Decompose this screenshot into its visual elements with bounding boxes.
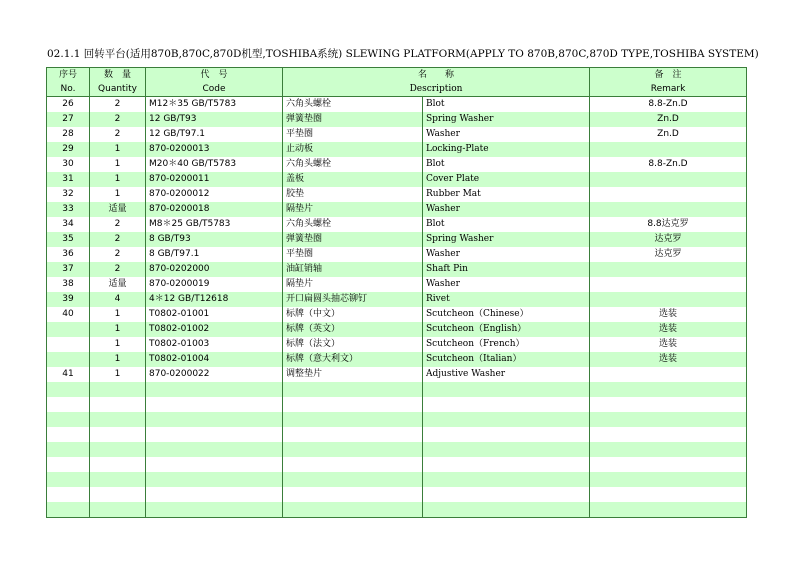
cell-name-en: Scutcheon（Chinese） xyxy=(423,307,590,322)
cell-name-cn: 隔垫片 xyxy=(283,202,423,217)
cell-code: T0802-01001 xyxy=(146,307,283,322)
empty-row xyxy=(47,472,747,487)
header-qty-cn: 数 量 xyxy=(90,68,146,83)
header-desc-cn: 名 称 xyxy=(283,68,590,83)
cell-qty: 2 xyxy=(90,217,146,232)
cell-name-en: Washer xyxy=(423,247,590,262)
cell-remark xyxy=(590,502,747,518)
empty-row xyxy=(47,502,747,518)
cell-no: 41 xyxy=(47,367,90,382)
cell-name-cn xyxy=(283,397,423,412)
cell-name-cn: 六角头螺栓 xyxy=(283,217,423,232)
cell-remark xyxy=(590,382,747,397)
cell-no: 35 xyxy=(47,232,90,247)
cell-code xyxy=(146,382,283,397)
cell-name-cn xyxy=(283,382,423,397)
cell-name-en: Rivet xyxy=(423,292,590,307)
cell-remark xyxy=(590,187,747,202)
cell-name-cn: 隔垫片 xyxy=(283,277,423,292)
cell-qty xyxy=(90,472,146,487)
cell-qty: 1 xyxy=(90,352,146,367)
cell-name-en: Washer xyxy=(423,127,590,142)
table-row xyxy=(47,232,747,247)
cell-name-cn: 标牌（意大利文） xyxy=(283,352,423,367)
cell-qty: 4 xyxy=(90,292,146,307)
cell-name-cn: 六角头螺栓 xyxy=(283,157,423,172)
cell-name-cn: 标牌（中文） xyxy=(283,307,423,322)
cell-name-en: Washer xyxy=(423,277,590,292)
cell-code xyxy=(146,442,283,457)
empty-row xyxy=(47,397,747,412)
cell-name-en: Scutcheon（French） xyxy=(423,337,590,352)
cell-code: M8＊25 GB/T5783 xyxy=(146,217,283,232)
cell-name-cn: 标牌（法文） xyxy=(283,337,423,352)
table-row xyxy=(47,322,747,337)
cell-name-cn: 开口扁圆头抽芯铆钉 xyxy=(283,292,423,307)
cell-remark: 选装 xyxy=(590,322,747,337)
cell-code: 870-0200012 xyxy=(146,187,283,202)
cell-name-en xyxy=(423,382,590,397)
cell-remark xyxy=(590,202,747,217)
cell-name-cn: 平垫圈 xyxy=(283,247,423,262)
cell-remark xyxy=(590,292,747,307)
table-row xyxy=(47,142,747,157)
cell-name-en: Adjustive Washer xyxy=(423,367,590,382)
cell-remark xyxy=(590,427,747,442)
cell-name-cn: 弹簧垫圈 xyxy=(283,112,423,127)
cell-no xyxy=(47,412,90,427)
cell-no: 29 xyxy=(47,142,90,157)
cell-code: M20＊40 GB/T5783 xyxy=(146,157,283,172)
cell-name-en: Scutcheon（English） xyxy=(423,322,590,337)
table-row xyxy=(47,217,747,232)
cell-qty: 2 xyxy=(90,247,146,262)
cell-qty: 1 xyxy=(90,142,146,157)
cell-name-cn xyxy=(283,457,423,472)
cell-name-en xyxy=(423,442,590,457)
cell-name-cn: 平垫圈 xyxy=(283,127,423,142)
cell-name-en: Spring Washer xyxy=(423,232,590,247)
cell-code: 870-0200018 xyxy=(146,202,283,217)
cell-code xyxy=(146,427,283,442)
table-row xyxy=(47,307,747,322)
cell-name-en xyxy=(423,457,590,472)
cell-name-cn xyxy=(283,472,423,487)
cell-no: 40 xyxy=(47,307,90,322)
cell-no xyxy=(47,337,90,352)
header-remark-en: Remark xyxy=(590,82,747,97)
cell-code xyxy=(146,487,283,502)
cell-remark xyxy=(590,142,747,157)
cell-remark xyxy=(590,412,747,427)
cell-name-en: Rubber Mat xyxy=(423,187,590,202)
cell-no xyxy=(47,472,90,487)
cell-code: 870-0200011 xyxy=(146,172,283,187)
cell-qty xyxy=(90,442,146,457)
cell-qty xyxy=(90,457,146,472)
cell-remark: Zn.D xyxy=(590,127,747,142)
cell-no: 28 xyxy=(47,127,90,142)
cell-qty: 适量 xyxy=(90,277,146,292)
empty-row xyxy=(47,457,747,472)
cell-remark: 8.8达克罗 xyxy=(590,217,747,232)
table-header xyxy=(47,68,747,97)
cell-name-en xyxy=(423,397,590,412)
cell-name-en: Spring Washer xyxy=(423,112,590,127)
cell-name-en: Blot xyxy=(423,97,590,113)
cell-name-en xyxy=(423,412,590,427)
cell-remark: 选装 xyxy=(590,337,747,352)
cell-no xyxy=(47,427,90,442)
cell-code: 8 GB/T93 xyxy=(146,232,283,247)
cell-qty xyxy=(90,502,146,518)
cell-name-cn xyxy=(283,427,423,442)
cell-qty: 2 xyxy=(90,127,146,142)
cell-remark: 达克罗 xyxy=(590,232,747,247)
cell-code: 8 GB/T97.1 xyxy=(146,247,283,262)
cell-name-cn: 盖板 xyxy=(283,172,423,187)
cell-no: 34 xyxy=(47,217,90,232)
cell-qty: 1 xyxy=(90,367,146,382)
table-row xyxy=(47,292,747,307)
cell-qty: 1 xyxy=(90,307,146,322)
cell-qty xyxy=(90,412,146,427)
cell-remark xyxy=(590,367,747,382)
cell-no: 26 xyxy=(47,97,90,113)
cell-name-cn: 标牌（英文） xyxy=(283,322,423,337)
header-code-cn: 代 号 xyxy=(146,68,283,83)
header-remark-cn: 备 注 xyxy=(590,68,747,83)
cell-name-cn: 弹簧垫圈 xyxy=(283,232,423,247)
cell-name-cn: 六角头螺栓 xyxy=(283,97,423,113)
empty-row xyxy=(47,427,747,442)
table-body xyxy=(47,97,747,518)
cell-name-en: Blot xyxy=(423,157,590,172)
cell-no xyxy=(47,487,90,502)
cell-remark: Zn.D xyxy=(590,112,747,127)
empty-row xyxy=(47,442,747,457)
cell-no xyxy=(47,442,90,457)
cell-qty: 1 xyxy=(90,187,146,202)
cell-qty xyxy=(90,427,146,442)
table-row xyxy=(47,157,747,172)
cell-code: 12 GB/T93 xyxy=(146,112,283,127)
header-no-en: No. xyxy=(47,82,90,97)
cell-remark xyxy=(590,172,747,187)
table-row xyxy=(47,202,747,217)
cell-remark: 选装 xyxy=(590,352,747,367)
cell-name-en: Washer xyxy=(423,202,590,217)
cell-name-en: Shaft Pin xyxy=(423,262,590,277)
cell-qty: 适量 xyxy=(90,202,146,217)
cell-no xyxy=(47,382,90,397)
cell-qty: 1 xyxy=(90,322,146,337)
cell-name-en: Locking-Plate xyxy=(423,142,590,157)
header-no-cn: 序号 xyxy=(47,68,90,83)
cell-name-cn: 胶垫 xyxy=(283,187,423,202)
cell-name-en xyxy=(423,427,590,442)
parts-table xyxy=(46,67,747,518)
cell-qty: 2 xyxy=(90,97,146,113)
cell-name-cn: 油缸销轴 xyxy=(283,262,423,277)
cell-qty: 2 xyxy=(90,262,146,277)
table-row xyxy=(47,127,747,142)
cell-remark: 8.8-Zn.D xyxy=(590,157,747,172)
cell-qty: 2 xyxy=(90,112,146,127)
table-row xyxy=(47,247,747,262)
cell-remark xyxy=(590,397,747,412)
cell-code: 4＊12 GB/T12618 xyxy=(146,292,283,307)
cell-name-en xyxy=(423,487,590,502)
cell-name-en: Cover Plate xyxy=(423,172,590,187)
cell-no: 39 xyxy=(47,292,90,307)
cell-no xyxy=(47,502,90,518)
header-qty-en: Quantity xyxy=(90,82,146,97)
cell-remark xyxy=(590,262,747,277)
cell-name-en: Scutcheon（Italian） xyxy=(423,352,590,367)
empty-row xyxy=(47,382,747,397)
cell-qty xyxy=(90,487,146,502)
table-row xyxy=(47,112,747,127)
cell-code: 12 GB/T97.1 xyxy=(146,127,283,142)
cell-code: 870-0202000 xyxy=(146,262,283,277)
table-row xyxy=(47,337,747,352)
table-row xyxy=(47,187,747,202)
cell-remark: 选装 xyxy=(590,307,747,322)
cell-name-cn: 止动板 xyxy=(283,142,423,157)
cell-name-en xyxy=(423,502,590,518)
table-row xyxy=(47,367,747,382)
cell-no: 36 xyxy=(47,247,90,262)
empty-row xyxy=(47,487,747,502)
cell-code: T0802-01002 xyxy=(146,322,283,337)
cell-name-cn xyxy=(283,502,423,518)
cell-code xyxy=(146,502,283,518)
cell-no xyxy=(47,457,90,472)
table-row xyxy=(47,277,747,292)
cell-qty: 1 xyxy=(90,172,146,187)
cell-name-cn xyxy=(283,412,423,427)
cell-no xyxy=(47,322,90,337)
cell-code xyxy=(146,472,283,487)
cell-code: 870-0200022 xyxy=(146,367,283,382)
cell-no: 37 xyxy=(47,262,90,277)
cell-remark: 8.8-Zn.D xyxy=(590,97,747,113)
cell-no: 31 xyxy=(47,172,90,187)
cell-remark xyxy=(590,277,747,292)
cell-name-cn: 调整垫片 xyxy=(283,367,423,382)
cell-no: 27 xyxy=(47,112,90,127)
cell-remark xyxy=(590,487,747,502)
cell-name-cn xyxy=(283,442,423,457)
cell-remark xyxy=(590,457,747,472)
cell-code xyxy=(146,412,283,427)
page-title: 02.1.1 回转平台(适用870B,870C,870D机型,TOSHIBA系统) SLEWING PLATFORM(APPLY TO 870B,870C,870D TYPE,TOSHIBA SYSTEM) xyxy=(47,48,759,60)
cell-no: 30 xyxy=(47,157,90,172)
cell-qty: 2 xyxy=(90,232,146,247)
cell-qty: 1 xyxy=(90,157,146,172)
cell-name-en: Blot xyxy=(423,217,590,232)
header-desc-en: Description xyxy=(283,82,590,97)
cell-name-en xyxy=(423,472,590,487)
cell-code: T0802-01004 xyxy=(146,352,283,367)
cell-name-cn xyxy=(283,487,423,502)
cell-qty xyxy=(90,397,146,412)
cell-no xyxy=(47,352,90,367)
cell-qty xyxy=(90,382,146,397)
table-row xyxy=(47,352,747,367)
cell-code: 870-0200019 xyxy=(146,277,283,292)
cell-code: 870-0200013 xyxy=(146,142,283,157)
cell-code: M12＊35 GB/T5783 xyxy=(146,97,283,113)
cell-no xyxy=(47,397,90,412)
cell-code: T0802-01003 xyxy=(146,337,283,352)
cell-remark xyxy=(590,472,747,487)
cell-no: 33 xyxy=(47,202,90,217)
table-row xyxy=(47,262,747,277)
cell-remark: 达克罗 xyxy=(590,247,747,262)
cell-no: 32 xyxy=(47,187,90,202)
table-row xyxy=(47,97,747,113)
cell-code xyxy=(146,457,283,472)
table-row xyxy=(47,172,747,187)
empty-row xyxy=(47,412,747,427)
cell-remark xyxy=(590,442,747,457)
header-code-en: Code xyxy=(146,82,283,97)
cell-code xyxy=(146,397,283,412)
cell-no: 38 xyxy=(47,277,90,292)
cell-qty: 1 xyxy=(90,337,146,352)
